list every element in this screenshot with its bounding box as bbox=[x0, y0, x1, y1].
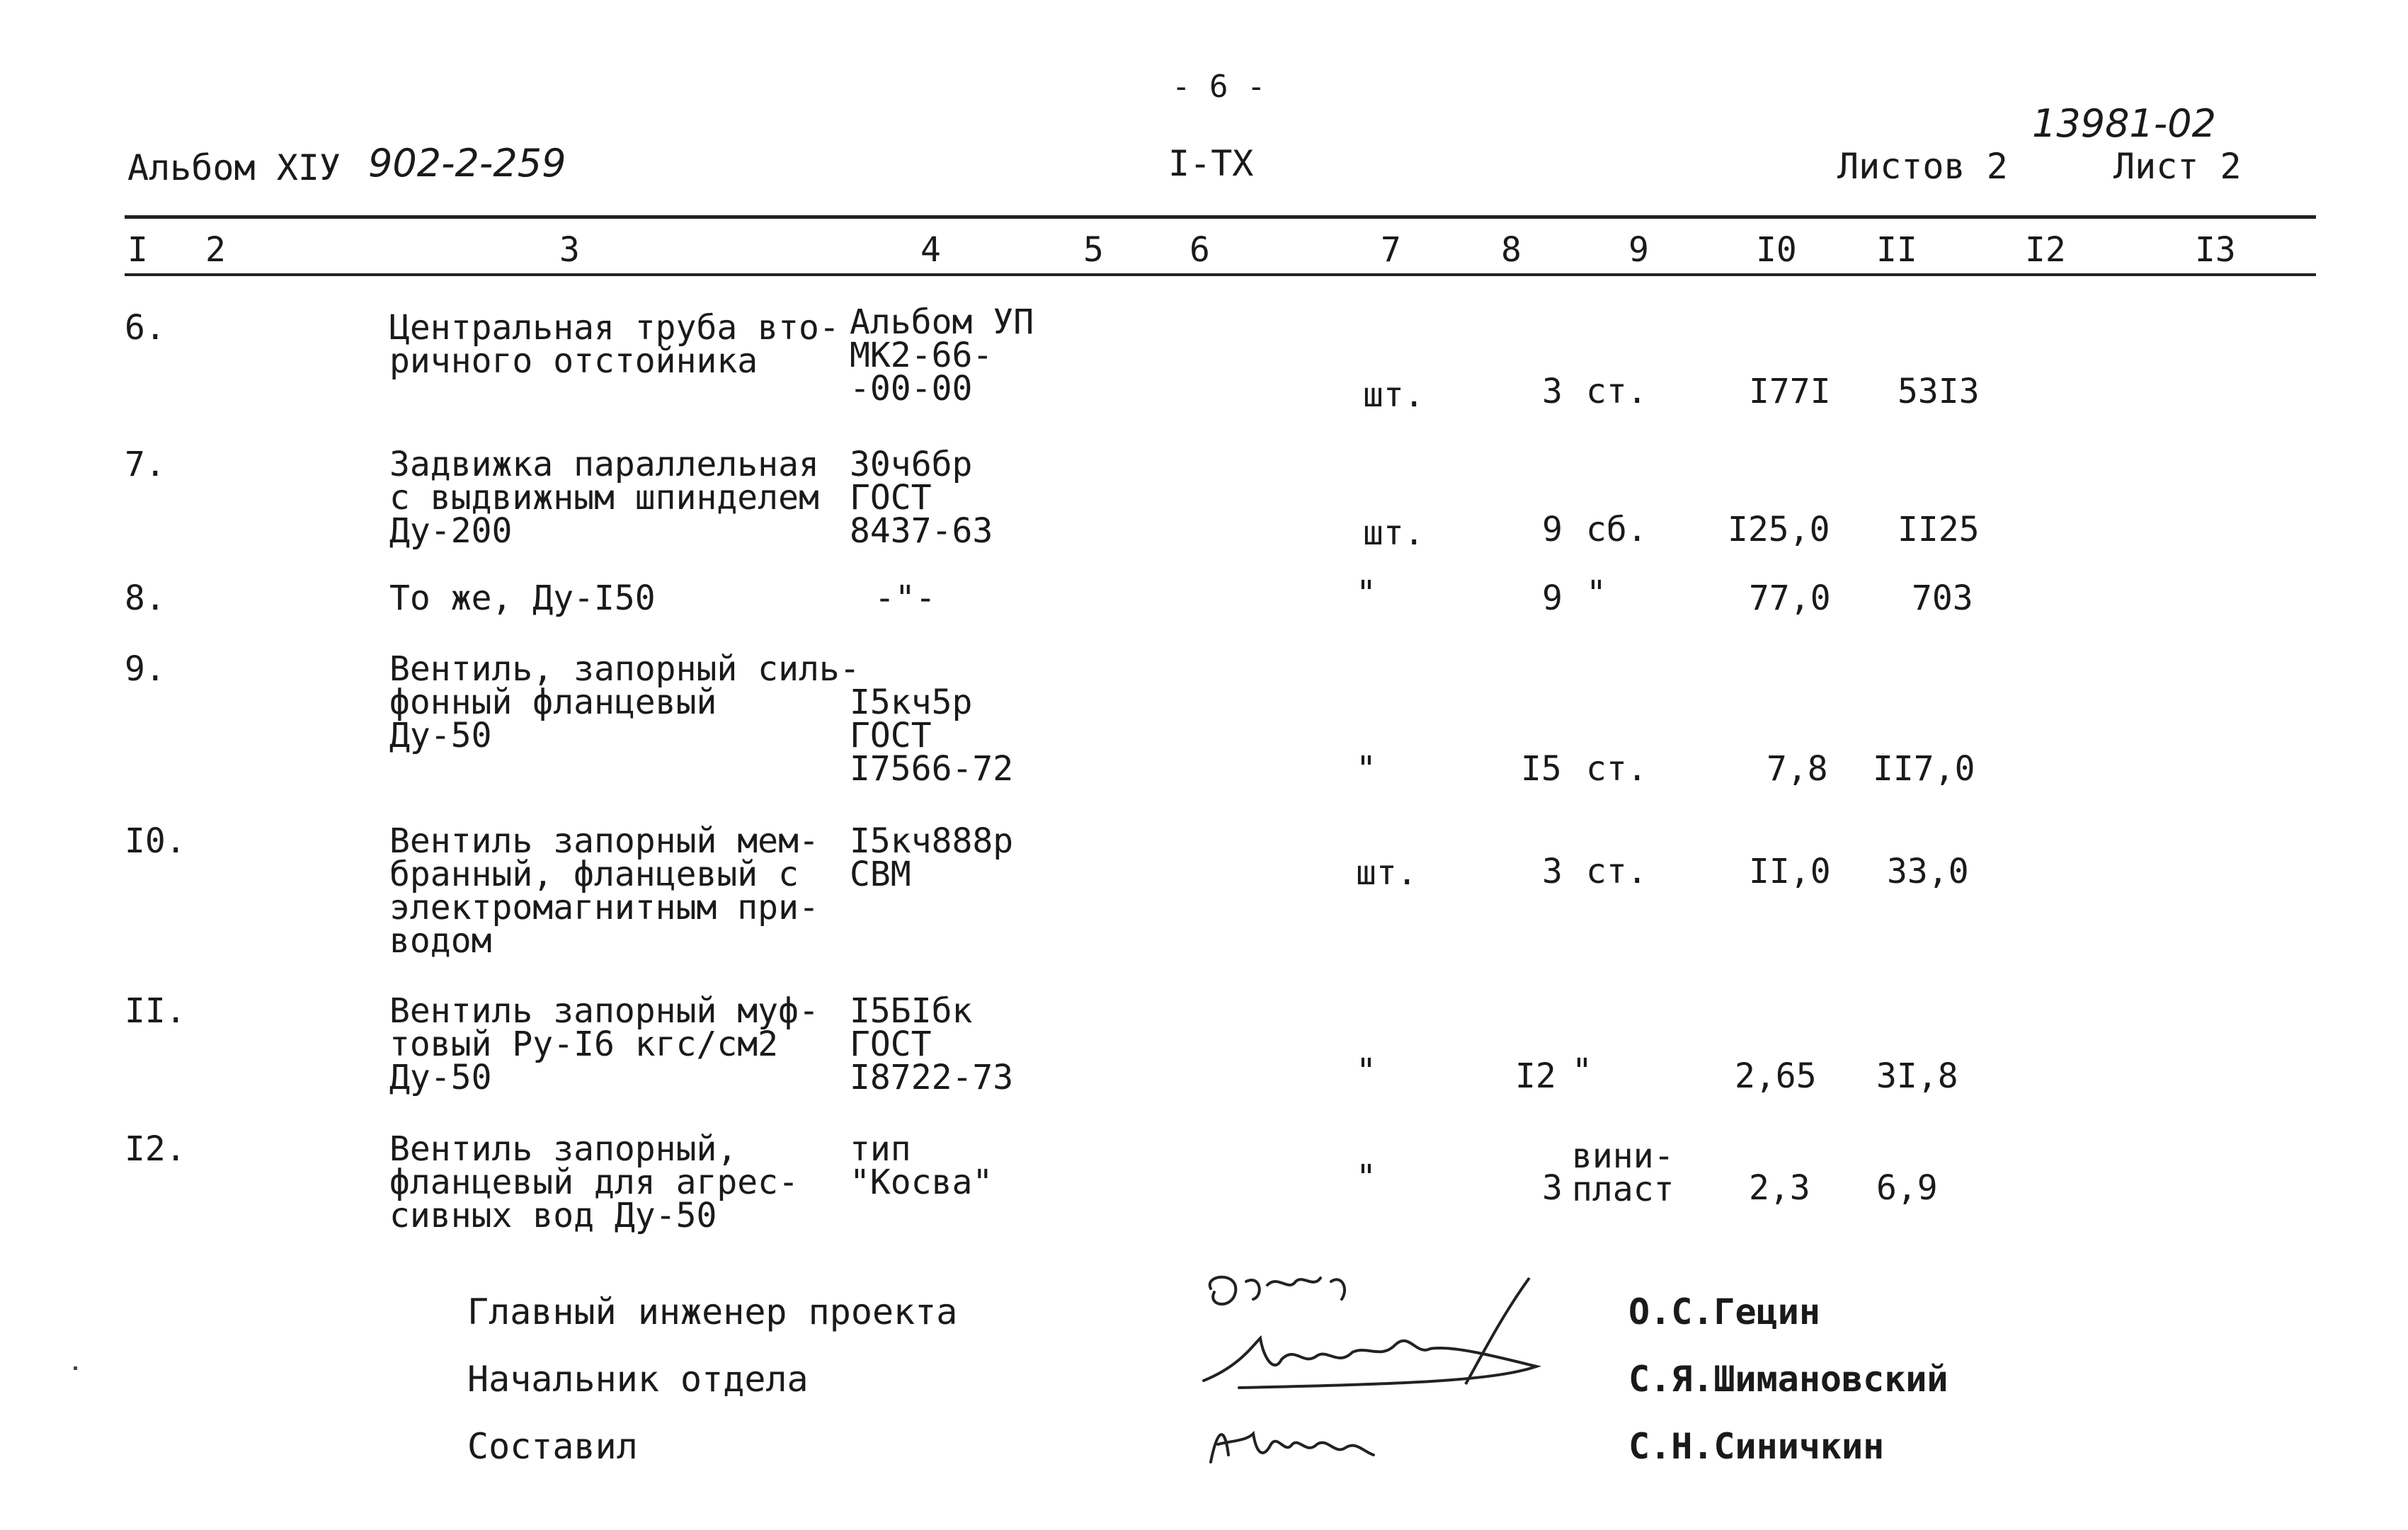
unit-weight: 77,0 bbox=[1749, 578, 1831, 618]
page-number: - 6 - bbox=[1172, 69, 1266, 105]
sheets-count: Листов 2 bbox=[1837, 146, 2008, 187]
section-label: I-ТХ bbox=[1168, 143, 1254, 184]
item-document: I5БIбк ГОСТ I8722-73 bbox=[850, 991, 1014, 1097]
unit-of-measure: " bbox=[1356, 1051, 1376, 1091]
unit-weight: I25,0 bbox=[1728, 510, 1830, 549]
unit-of-measure: шт. bbox=[1356, 853, 1417, 893]
column-header: I3 bbox=[2195, 230, 2236, 270]
signatory-name: С.Я.Шимановский bbox=[1628, 1359, 1948, 1400]
column-header: 4 bbox=[920, 230, 941, 270]
signatory-name: С.Н.Синичкин bbox=[1628, 1426, 1885, 1467]
signature-role: Составил bbox=[467, 1426, 638, 1467]
signatory-name: О.С.Гецин bbox=[1628, 1291, 1820, 1332]
total-weight: 33,0 bbox=[1887, 852, 1969, 891]
row-number: I2. bbox=[125, 1129, 186, 1169]
quantity: I2 bbox=[1515, 1056, 1556, 1096]
row-number: 8. bbox=[125, 578, 166, 618]
material: ст. bbox=[1586, 372, 1648, 411]
row-number: II. bbox=[125, 991, 186, 1031]
item-document: Альбом УП МК2-66- -00-00 bbox=[850, 302, 1034, 409]
row-number: I0. bbox=[125, 821, 186, 861]
column-header: I2 bbox=[2025, 230, 2066, 270]
unit-of-measure: " bbox=[1356, 573, 1376, 613]
quantity: 9 bbox=[1542, 510, 1563, 549]
unit-of-measure: шт. bbox=[1363, 513, 1425, 553]
unit-weight: 7,8 bbox=[1767, 749, 1828, 789]
handwritten-signature-department-head bbox=[1197, 1317, 1565, 1402]
quantity: 3 bbox=[1542, 852, 1563, 891]
item-description: Вентиль запорный, фланцевый для агрес- сивных вод Ду-50 bbox=[389, 1129, 799, 1235]
header-bottom-rule bbox=[125, 273, 2316, 276]
item-document: 30ч6бр ГОСТ 8437-63 bbox=[850, 445, 993, 551]
item-description: Вентиль запорный мем- бранный, фланцевый с электромагнитным при- водом bbox=[389, 821, 819, 961]
item-document: -"- bbox=[874, 578, 936, 618]
item-description: Вентиль, запорный силь- фонный фланцевый Ду-50 bbox=[389, 649, 860, 755]
unit-weight: 2,3 bbox=[1749, 1168, 1810, 1208]
total-weight: II25 bbox=[1898, 510, 1980, 549]
row-number: 9. bbox=[125, 649, 166, 689]
unit-of-measure: " bbox=[1356, 749, 1376, 789]
total-weight: 703 bbox=[1912, 578, 1973, 618]
unit-of-measure: шт. bbox=[1363, 375, 1425, 415]
material: " bbox=[1572, 1051, 1592, 1091]
column-header: I0 bbox=[1756, 230, 1797, 270]
material: ст. bbox=[1586, 749, 1648, 789]
total-weight: 53I3 bbox=[1898, 372, 1980, 411]
material: ст. bbox=[1586, 852, 1648, 891]
signature-role: Начальник отдела bbox=[467, 1359, 809, 1400]
unit-weight: II,0 bbox=[1749, 852, 1831, 891]
material: сб. bbox=[1586, 510, 1648, 549]
item-description: Центральная труба вто- ричного отстойника bbox=[389, 308, 840, 381]
handwritten-signature-compiler bbox=[1204, 1412, 1416, 1476]
total-weight: 3I,8 bbox=[1876, 1056, 1958, 1096]
unit-weight: I77I bbox=[1749, 372, 1831, 411]
sheet-number: Лист 2 bbox=[2113, 146, 2242, 187]
total-weight: II7,0 bbox=[1873, 749, 1975, 789]
item-document: I5кч888р СВМ bbox=[850, 821, 1014, 894]
material: вини- пласт bbox=[1572, 1136, 1674, 1209]
row-number: 6. bbox=[125, 308, 166, 348]
unit-weight: 2,65 bbox=[1735, 1056, 1817, 1096]
quantity: I5 bbox=[1521, 749, 1562, 789]
column-header: I bbox=[127, 230, 148, 270]
quantity: 9 bbox=[1542, 578, 1563, 618]
column-header: 5 bbox=[1083, 230, 1104, 270]
album-code: 902-2-259 bbox=[368, 141, 566, 185]
header-top-rule bbox=[125, 215, 2316, 219]
quantity: 3 bbox=[1542, 1168, 1563, 1208]
scan-speck bbox=[74, 1366, 77, 1370]
column-header: 2 bbox=[205, 230, 226, 270]
unit-of-measure: " bbox=[1356, 1158, 1376, 1197]
column-header: 3 bbox=[559, 230, 580, 270]
item-document: I5кч5р ГОСТ I7566-72 bbox=[850, 683, 1014, 789]
column-header: 7 bbox=[1381, 230, 1401, 270]
signature-role: Главный инженер проекта bbox=[467, 1291, 958, 1332]
material: " bbox=[1586, 573, 1607, 613]
item-description: То же, Ду-I50 bbox=[389, 578, 656, 618]
row-number: 7. bbox=[125, 445, 166, 484]
column-header: 8 bbox=[1501, 230, 1522, 270]
quantity: 3 bbox=[1542, 372, 1563, 411]
album-label: Альбом ХIУ bbox=[127, 147, 341, 188]
column-header: 9 bbox=[1628, 230, 1649, 270]
column-header: 6 bbox=[1189, 230, 1210, 270]
doc-number: 13981-02 bbox=[2032, 101, 2216, 146]
item-description: Вентиль запорный муф- товый Ру-I6 кгс/см2 Ду-50 bbox=[389, 991, 819, 1097]
total-weight: 6,9 bbox=[1876, 1168, 1938, 1208]
column-header: II bbox=[1876, 230, 1917, 270]
item-document: тип "Косва" bbox=[850, 1129, 993, 1202]
item-description: Задвижка параллельная с выдвижным шпинделем Ду-200 bbox=[389, 445, 819, 551]
